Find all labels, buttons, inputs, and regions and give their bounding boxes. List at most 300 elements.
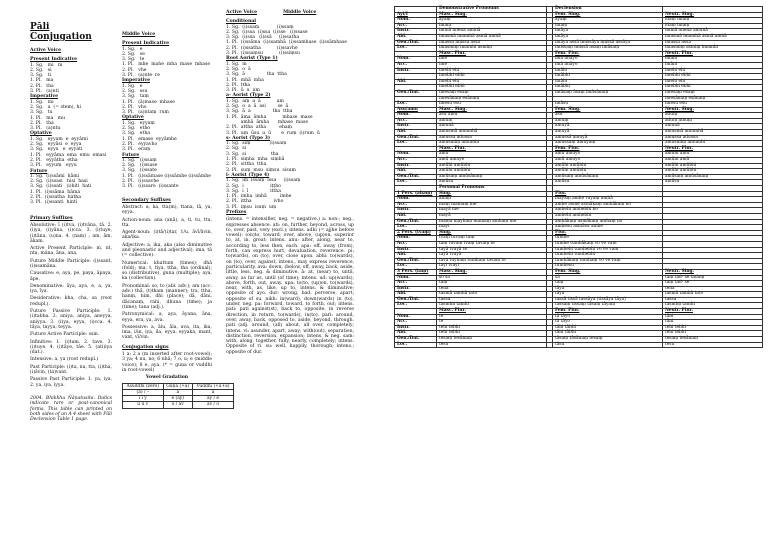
form-line: 3. Pl. (a)ntaṃ ruṃ (122, 110, 169, 116)
table-cell: amhākaṃ asmākaṃ amhaṃ no (553, 219, 663, 225)
table-cell: imesānaṃ esānaṃ (437, 96, 547, 102)
imperative-lines (30, 100, 112, 132)
table-cell: amūsu (437, 180, 547, 186)
table-cell: Neutr. Plur. (663, 146, 763, 152)
paragraph: Future Passive Participle: 1. (i)tabba. 2. aniya, aniya, aneyya, aniyya. 3. (i)ya, eyya, (i)cca. 4. tāya, tayya, teyya. (30, 309, 112, 330)
paragraph: Absolutive: ī (i)tva, (i)tvāna, tā. 2. (i)ya, (i)yāna, (i)cca. 3. (i)tuye, (i)tāna, (u)na. 4. (naṃ) ; am, ām, ākam. (30, 222, 112, 244)
case-label: Gen./Dat. (395, 174, 437, 180)
table-cell: te (437, 320, 547, 326)
present-indicative-lines (30, 63, 112, 95)
table-cell: amussā amuyā (553, 135, 663, 141)
form-line: 3. Sg. ā a tha ttha (226, 109, 293, 115)
table-cell: ā (193, 389, 234, 395)
form-line: 1. Sg. iṃ issaṃ issa (i)ssaṃ (226, 178, 301, 184)
table-cell: Sing. (437, 230, 547, 236)
table-cell: asu (553, 113, 663, 119)
form-line: 3. Sg. (i)ssa (i)ssā (i)ssatha (226, 35, 300, 41)
table-cell: amūsaṃ amūsānaṃ (553, 174, 663, 180)
table-cell: Demonstrative Pronouns (437, 7, 547, 13)
declension-table (394, 6, 763, 348)
table-cell: tasmiṃ tamhi (437, 303, 547, 309)
table-cell: iminā anena aminā (437, 29, 547, 35)
table-cell: amūhi amūbhi (553, 163, 663, 169)
table-cell: amū amuye (437, 158, 547, 164)
table-cell: tumhākaṃ tumhaṃ vo ve vaṃ (553, 258, 663, 264)
table-cell: e (ay) (163, 396, 192, 402)
form-line: 1. Pl. emase eyyāmhe (122, 136, 177, 142)
form-line: 1. Pl. (i)ssāmase (i)ssāmhe (i)ssāmhe (122, 173, 211, 179)
case-label: Instr. (395, 325, 437, 331)
form-line: 2. Pl. sittha ttha (226, 162, 267, 168)
table-cell: tesu (663, 342, 763, 348)
table-cell: imāsu (553, 102, 663, 108)
grad-header: Guṇa (+a) (163, 383, 192, 389)
optative-heading: Optative (122, 115, 144, 121)
active-voice-heading: Active Voice (30, 48, 62, 53)
case-label: Loc. (395, 141, 437, 147)
form-line: 3. Pl. (i)ssanti hinti (30, 200, 78, 206)
table-cell: ayaṃ (437, 18, 547, 24)
form-line: 2. Sg. etho (122, 126, 151, 132)
paragraph: Past Participle: (i)ta, na, tta, (i)tha, (i)āvin, (ta)vant. (30, 364, 112, 376)
table-cell: āy / ē (193, 396, 234, 402)
form-line: 2. Pl. vho (122, 104, 147, 110)
case-label: Instr. (395, 247, 437, 253)
form-line: 1. Pl. ma (30, 78, 54, 84)
table-cell: tāsaṃ tāsānaṃ tesaṃ (553, 337, 663, 343)
table-cell: amusmiṃ amumhi (437, 141, 547, 147)
table-cell: Neutr. Sing. (663, 269, 763, 275)
form-line: 1. Sg. eyyam e eyyāmi (30, 136, 88, 142)
form-line: 2. Pl. eyyavho (122, 141, 158, 147)
conjugation-signs-text: 1 a; 2 a (m inserted after root-vowel); 3 ya; 4 nu, no; 6 nhā; 7 o, u; e (middle voice); 8 e, aya. (* = guṇa or vuddhi in root-vowel) (122, 352, 212, 373)
table-header-row (123, 383, 234, 389)
paragraph: Active Present Participle: m, nt, nta, māna, āna, ana. (30, 246, 112, 257)
table-cell: amū (437, 152, 547, 158)
table-cell: amussa adussa (437, 135, 547, 141)
table-cell: amusmiṃ amumhi (663, 141, 763, 147)
table-cell: idaṃ imaṃ (663, 23, 763, 29)
table-cell: tumhe (553, 236, 663, 242)
form-line: 3. Sg. ti (30, 73, 52, 79)
form-line: 2. Pl. (i)ssatha (i)ssavhe (226, 45, 298, 51)
present-indicative-heading: Present Indicative (30, 57, 78, 63)
case-label: Gen./Dat. (395, 90, 437, 96)
table-cell: u ū v (123, 402, 164, 408)
table-cell: mayi (437, 225, 547, 231)
table-cell: amuṃ (437, 118, 547, 124)
form-line: 2. Sg. si (30, 67, 52, 73)
case-label: Instr. (395, 29, 437, 35)
case-label: Loc. (395, 180, 437, 186)
table-cell: tayā tvayā (437, 253, 547, 259)
table-cell: Fem. Plur. (553, 309, 663, 315)
table-cell: imissaṃ imissā asaṃ imāsaṃ (553, 46, 663, 52)
form-line: 2. Pl. vhe (122, 67, 147, 73)
form-line: amhā āmha mhase mase (226, 119, 309, 125)
form-line: 2. Sg. se (122, 51, 145, 57)
table-cell: amuyā (553, 124, 663, 130)
table-cell: imebhi ebhi (437, 74, 547, 80)
form-line: 1. Pl. imha imhā imhe (226, 194, 292, 200)
form-line: 3. Pl. (i)ssare (i)ssante (122, 184, 179, 190)
form-line: 2. Sg. si (226, 146, 247, 152)
table-cell: tena (437, 286, 547, 292)
table-cell: tesaṃ tesānaṃ (437, 337, 547, 343)
form-line: 1. Sg. mi (30, 99, 54, 105)
future-lines (30, 174, 112, 206)
table-cell: imasmā imamhā asmā amhā (437, 34, 547, 40)
case-label: Acc. (395, 158, 437, 164)
table-cell: tvaṃ tuvaṃ taṃ (437, 236, 547, 242)
table-cell: mayā me (437, 208, 547, 214)
table-cell: amusmā amumhā (437, 130, 547, 136)
form-line: 2. Pl. tha (30, 120, 54, 126)
table-cell: imehi ehi (663, 68, 763, 74)
table-cell: amūhi amūbhi (663, 163, 763, 169)
table-cell: tāni (663, 320, 763, 326)
form-line: 3. Pl. (a)nte re (122, 73, 160, 79)
table-cell: Masc. Sing. (437, 269, 547, 275)
table-cell: tasmā tamhā tato (663, 292, 763, 298)
present-indicative-heading: Present Indicative (122, 41, 170, 47)
form-line: 1. Pl. āma āmha mhase mase (226, 114, 313, 120)
table-cell: imasmiṃ imamhi asmiṃ (437, 46, 547, 52)
table-cell: amūhi amūbhi (663, 169, 763, 175)
conditional-lines (226, 25, 354, 57)
form-line: 1. Pl. mhā mha (226, 77, 264, 83)
table-cell: imāya (553, 34, 663, 40)
table-cell: amūhi amūbhi (437, 163, 547, 169)
future-heading: Future (122, 152, 140, 158)
form-line: 3. Sg. te (122, 57, 145, 63)
primary-suffixes-paras (30, 223, 112, 388)
table-cell: imasmā imamhā asmā amhā (663, 34, 763, 40)
table-cell: te (437, 314, 547, 320)
case-label: Nom. (395, 314, 437, 320)
table-cell: ime (437, 62, 547, 68)
table-cell: Neutr. Sing. (663, 107, 763, 113)
imperative-lines (122, 84, 212, 116)
form-line: 3. Sg. eyya e eyyati (30, 147, 83, 153)
table-cell: Neutr. Plur. (663, 309, 763, 315)
table-cell: Masc. Plur. (437, 309, 547, 315)
secondary-suffixes-heading: Secondary Suffixes (122, 197, 171, 203)
form-line: 2. Sg. ssu (122, 88, 148, 94)
form-line: 3. Sg. ā tha ttha (226, 72, 287, 78)
table-cell: tā tāyo (553, 314, 663, 320)
form-line: 2. Sg. a (= stem), hi (30, 104, 81, 110)
table-cell: imāya assā imissāya imissā assāya (553, 40, 663, 46)
case-label: Nom. (395, 197, 437, 203)
table-cell: Fem. Plur. (553, 146, 663, 152)
paragraph: Desiderative: kha, cha, sa (root redupl.). (30, 296, 112, 307)
table-cell: Neutr. Sing. (663, 12, 763, 18)
paragraph: Adjective: a, ika, aka (also diminutive and pleonastic and adjectival), ima, tā (= collective). (122, 242, 212, 259)
case-label: Abl. (395, 169, 437, 175)
case-label: Acc. (395, 320, 437, 326)
table-cell: imā imāyo (553, 62, 663, 68)
table-cell: tassa (663, 297, 763, 303)
table-cell: Masc. Plur. (437, 146, 547, 152)
table-cell: tehi tebhi (663, 325, 763, 331)
table-cell: Plur. (553, 191, 663, 197)
grad-header: Asuddhi (zero) (123, 383, 164, 389)
table-cell: Masc. Sing. (437, 12, 547, 18)
table-cell: taṃ tuvaṃ tvaṃ tavaṃ te (437, 241, 547, 247)
table-cell: amūsaṃ amūsānaṃ (437, 174, 547, 180)
paragraph: Causative: e, aya, pe, paya, āpaya, āpe. (30, 271, 112, 282)
case-label: Instr. (395, 286, 437, 292)
table-cell: Plur. (553, 230, 663, 236)
column-middle-voice (122, 10, 230, 538)
case-label: Abl. (395, 34, 437, 40)
table-cell: imesānaṃ esānaṃ (663, 96, 763, 102)
table-cell: ime (437, 57, 547, 63)
table-cell: imebhi ebhi (663, 74, 763, 80)
case-label: Gen./Dat. (395, 258, 437, 264)
table-row (395, 342, 763, 348)
case-label: Gen./Dat. (395, 337, 437, 343)
table-cell: tava tuyhaṃ tumhaṃ tavaṃ te (437, 258, 547, 264)
form-line: 2. Sg. (i)ssasi hisi hasi (30, 179, 88, 185)
table-cell: tassā tissā tassāya (tissāya tāya) (553, 297, 663, 303)
column-aorist (226, 10, 354, 538)
table-cell: tāya (553, 286, 663, 292)
form-line: 1. Sg. aṃ a ā aṃ (226, 98, 284, 104)
conditional-heading: Conditional (226, 19, 257, 25)
table-cell: tā tāyo (553, 320, 663, 326)
case-label: Nom. (395, 152, 437, 158)
secondary-suffixes-paras (122, 205, 212, 341)
declension-table-body (395, 7, 763, 348)
case-label: Abl. (395, 292, 437, 298)
table-cell: amhesu asmāsu amhe (553, 225, 663, 231)
root-aorist-heading: Root Aorist (Type 1) (226, 56, 278, 62)
form-line: 1. Sg. eyyaṃ (122, 120, 155, 126)
table-cell: imehi ehi (663, 79, 763, 85)
table-cell: imassa imissa assa (437, 40, 547, 46)
future-heading: Future (30, 168, 48, 174)
table-cell: tāsu (553, 342, 663, 348)
form-line: 1. Sg. siṃ (i)ssaṃ (226, 141, 287, 147)
table-cell: amūhi amūbhi (437, 169, 547, 175)
form-line: 3. Sg. si tha (226, 151, 279, 157)
table-cell: āv / ō (193, 402, 234, 408)
table-cell: tesaṃ tesānaṃ (663, 337, 763, 343)
paragraph: Denominative: āya, aya, e, a, ya, iya, īya. (30, 283, 112, 295)
case-label: Acc. (395, 202, 437, 208)
case-label: Abl. (395, 213, 437, 219)
table-cell: amusmā amumhā (663, 130, 763, 136)
table-cell: amūsu (663, 180, 763, 186)
form-line: 3. Pl. iṃsu isuṃ uṃ (226, 204, 277, 210)
table-cell: amuṃ (553, 118, 663, 124)
case-label: Loc. (395, 225, 437, 231)
table-cell: maṃ mamaṃ me (437, 202, 547, 208)
table-cell: imesaṃ esaṃ (437, 90, 547, 96)
grad-header: Vuddhi (+a+a) (193, 383, 234, 389)
table-cell: Neutr. Plur. (663, 51, 763, 57)
paragraph: Possessive: a, ālu, āla, ava, ita, ika, ima, i/in, iya, ila, eyya, eyyaka, mant, vant, vī/vin. (122, 324, 212, 341)
table-cell: amūsaṃ amūsānaṃ (663, 174, 763, 180)
table-cell: amū amuyo (553, 158, 663, 164)
table-cell: imā imāyo (553, 57, 663, 63)
paragraph: Action-noun: ana (anā), a, ti, tu, ttu, tta. (122, 217, 212, 228)
table-cell: imāhi (553, 68, 663, 74)
case-label: Instr. (395, 124, 437, 130)
column-active-voice (30, 10, 112, 538)
table-cell: Sing. (437, 191, 547, 197)
form-line: 1. Sg. mi m (30, 62, 63, 68)
form-line: 3. Sg. etha (122, 131, 151, 137)
form-line: 1. Sg. e (122, 83, 143, 89)
active-voice-heading: Active Voice (226, 10, 258, 15)
table-cell: tumhesu (553, 264, 663, 270)
form-line: 3. Pl. ū u uṃ (226, 88, 260, 94)
paragraph: Numerical: khattum (times); dhā (fold); ma, t, tiya, ttha, tha (ordinal); so (distributive), guna (multiple); aya, ka (collection). (122, 260, 212, 282)
case-label: Loc. (395, 303, 437, 309)
table-cell: tasmā tamhā tato (437, 292, 547, 298)
case-label: Nom. (395, 113, 437, 119)
case-label: Gen./Dat. (395, 135, 437, 141)
form-line: 3. Sg. (i)ssate (122, 168, 157, 174)
case-label: Acc. (395, 23, 437, 29)
table-cell: aduṃ (663, 113, 763, 119)
table-cell: tena (663, 286, 763, 292)
table-cell: tassa (437, 297, 547, 303)
table-cell: imāya (553, 29, 663, 35)
table-cell: ahaṃ (437, 197, 547, 203)
table-cell: tesu (437, 342, 547, 348)
table-cell: tayā tvayā te (437, 247, 547, 253)
form-line: 2. Sg. o a ā asi se ā (226, 104, 289, 110)
form-line: 3. Sg. i ī ittha (226, 188, 281, 194)
middle-voice-heading: Middle Voice (283, 10, 317, 15)
case-label: Nom. (395, 275, 437, 281)
future-lines (122, 158, 212, 190)
form-line: 1. Pl. (ā)mase mhase (122, 99, 175, 105)
table-cell: imābhi (553, 85, 663, 91)
paragraph: Passive Past Participle: 1. ya, iya. 2. ya, iya, iyya. (30, 377, 112, 388)
form-line: 2. Pl. ittha ivho (226, 199, 284, 205)
form-line: 1. Sg. (i)ssāmi hāmi (30, 173, 80, 179)
case-label: Nom. (395, 18, 437, 24)
case-label: 2 Pers. (tvaṃ) (395, 230, 437, 236)
form-line: 3. Pl. suṃ msu siṃsu sisuṃ (226, 167, 296, 173)
case-label: Nom. (395, 57, 437, 63)
table-cell: Fem. Plur. (553, 51, 663, 57)
paragraph: Future Active Participle: ssin. (30, 332, 100, 338)
table-cell: amhehi amhebhi no (553, 208, 663, 214)
vowel-gradation-heading: Vowel Gradation (145, 375, 189, 381)
case-label: Abl. (395, 253, 437, 259)
case-label: Abl. (395, 130, 437, 136)
table-cell: amūni amū (663, 152, 763, 158)
form-line: 2. Sg. i iṭṭho (226, 183, 281, 189)
table-cell: imassa assa (663, 40, 763, 46)
table-cell: tāhi tābhi (553, 325, 663, 331)
table-cell: taṃ tad- se (663, 281, 763, 287)
table-cell: tāni (663, 314, 763, 320)
table-cell: amūni amū (663, 158, 763, 164)
form-line: 1. Sg. m (226, 61, 247, 67)
i-aorist-heading: i- Aorist (Type 4) (226, 172, 270, 178)
form-line: 2. Sg. o ā (226, 66, 251, 72)
optative-lines (122, 121, 212, 153)
table-cell: tumhehi tumhebhi vo ve vam (553, 247, 663, 253)
case-label: Loc. (395, 264, 437, 270)
paragraph: Intensive: a, ya (root redupl.) (30, 357, 99, 363)
case-label: 3 Pers. (taṃ) (395, 269, 437, 275)
case-label: Acc. (395, 118, 437, 124)
case-label: Abl. (395, 79, 437, 85)
table-cell: amussa adussa (663, 135, 763, 141)
form-line: 1. Sg. e (122, 46, 143, 52)
table-cell: imāni (663, 62, 763, 68)
form-line: 1. Pl. eyyāma ema emu emasi (30, 152, 107, 158)
form-line: 1. Pl. (i)ssāma (i)ssamhā (i)ssamhase (i)ssāmhase (226, 40, 347, 46)
table-cell: imāni (663, 57, 763, 63)
paragraph: Abstract: a, ka, tta(m), ttana, tā, ya, eyya. (122, 204, 212, 216)
form-line: 3. Pl. (i)ssaṃsu (i)ssiṃsu (226, 51, 300, 57)
form-line: 2. Sg. (i)ssase (122, 163, 158, 169)
table-cell: imāhi (553, 79, 663, 85)
case-label: Abl. (395, 331, 437, 337)
form-line: 1. Sg. (i)ssaṃ (i)ssaṃ (226, 24, 294, 30)
optative-lines (30, 137, 112, 169)
form-line: 3. Sg. (i)ssati (i)hiti hati (30, 184, 92, 190)
form-line: 3. Pl. (a)nti (30, 89, 59, 95)
i-aorist-lines (226, 178, 354, 210)
table-cell: tumhehi tumhebhi (553, 253, 663, 259)
form-line: 2. Pl. (i)ssatha hatha (30, 195, 81, 201)
table-cell: imehi ehi (437, 79, 547, 85)
case-label: Instr. (395, 163, 437, 169)
table-cell: taṃ tad- se tadaṃ (663, 275, 763, 281)
form-line: 2. Pl. ttha (226, 82, 251, 88)
table-cell: amhe asme asmākaṃ amhākaṃ no (553, 202, 663, 208)
form-line: 2. Pl. eyyātha etha (30, 157, 78, 163)
table-cell: tassaṃ tissaṃ tāsaṃ tāyaṃ (553, 303, 663, 309)
optative-heading: Optative (30, 131, 52, 137)
case-label: Nom. (395, 236, 437, 242)
case-label: Loc. (395, 46, 437, 52)
case-label: Asu/amu (395, 107, 437, 113)
vowel-gradation-table (122, 383, 234, 409)
table-cell: i ī y (123, 396, 164, 402)
table-cell: sā (553, 275, 663, 281)
case-label: Acc. (395, 241, 437, 247)
table-cell: ayaṃ (553, 18, 663, 24)
paragraph: Patronymical: a, aya, āyana, āna, eyya, era, ya, ava. (122, 312, 212, 323)
table-cell: imaṃ (553, 23, 663, 29)
case-label: Acc. (395, 281, 437, 287)
voice-headers (226, 10, 354, 15)
form-line: 1. Pl. (i)ssāma hāma (30, 189, 81, 195)
case-label: Gen./Dat. (395, 297, 437, 303)
form-line: 2. Pl. (i)ssavhe (122, 179, 160, 185)
case-label: Acc. (395, 62, 437, 68)
table-cell: imābhi (553, 74, 663, 80)
table-cell: (a) / – (123, 389, 164, 395)
table-cell: mama mayhaṃ mamaṃ amhaṃ me (437, 219, 547, 225)
case-label: Loc. (395, 342, 437, 348)
table-cell: Declension (553, 7, 663, 13)
table-cell: amuyā (553, 130, 663, 136)
form-line: 1. Pl. siṃha mha siṃhā (226, 157, 285, 163)
form-line: 3. Sg. taṃ (122, 94, 149, 100)
